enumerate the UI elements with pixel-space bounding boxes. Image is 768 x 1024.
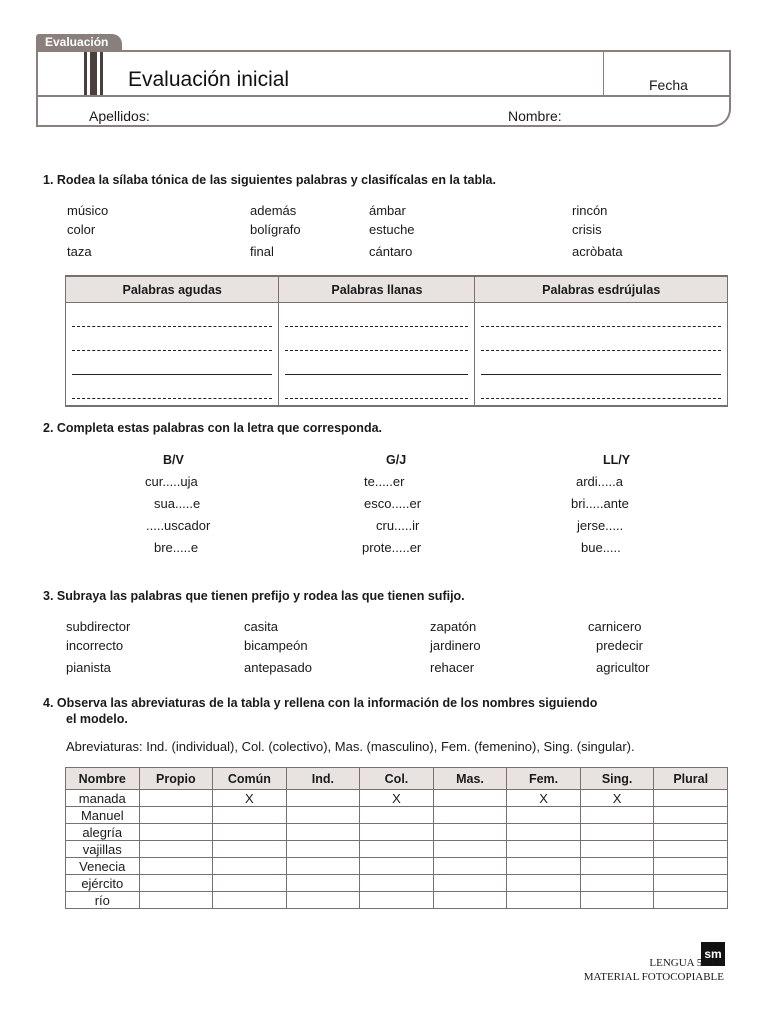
answer-cell[interactable] <box>139 790 213 807</box>
footer-material: MATERIAL FOTOCOPIABLE <box>583 971 724 983</box>
answer-cell[interactable] <box>360 824 434 841</box>
answer-line[interactable] <box>285 351 468 375</box>
answer-cell[interactable] <box>433 875 507 892</box>
fill-word: sua.....e <box>154 496 201 511</box>
answer-cell[interactable] <box>654 858 728 875</box>
answer-line[interactable] <box>72 327 272 351</box>
word: estuche <box>369 222 415 237</box>
fill-word: prote.....er <box>362 540 422 555</box>
question-4-heading-cont: el modelo. <box>66 712 128 726</box>
word: final <box>250 244 274 259</box>
answer-cell[interactable] <box>580 807 654 824</box>
fill-word: cur.....uja <box>145 474 198 489</box>
footer-subject: LENGUA 5.º EP <box>649 957 724 969</box>
group-title-gj: G/J <box>386 453 407 467</box>
fill-word: .....uscador <box>146 518 211 533</box>
answer-cell[interactable] <box>139 858 213 875</box>
fecha-divider <box>603 52 604 95</box>
answer-cell[interactable] <box>654 875 728 892</box>
answer-cell[interactable]: X <box>580 790 654 807</box>
question-4-heading: 4. Observa las abreviaturas de la tabla y rellena con la información de los nombres siguiendo <box>43 696 598 710</box>
answer-cell[interactable] <box>433 858 507 875</box>
answer-cell[interactable] <box>654 790 728 807</box>
sm-logo: sm <box>701 942 725 966</box>
word: acròbata <box>572 244 623 259</box>
fill-word: jerse..... <box>577 518 624 533</box>
answer-cell[interactable] <box>507 892 581 909</box>
answer-cell[interactable] <box>654 807 728 824</box>
fill-word: bue..... <box>581 540 621 555</box>
word: carnicero <box>588 619 642 634</box>
word: color <box>67 222 96 237</box>
evaluation-tab: Evaluación <box>36 34 122 51</box>
answer-cell[interactable] <box>286 892 360 909</box>
word: además <box>250 203 297 218</box>
word: ámbar <box>369 203 406 218</box>
fill-word: esco.....er <box>364 496 422 511</box>
column-header: Palabras agudas <box>66 276 279 303</box>
noun-cell: ejército <box>66 875 140 892</box>
answer-cell[interactable] <box>286 790 360 807</box>
apellidos-label: Apellidos: <box>89 108 150 124</box>
answer-cell[interactable] <box>433 790 507 807</box>
column-header: Plural <box>654 768 728 790</box>
word: agricultor <box>596 660 650 675</box>
answer-cell[interactable]: X <box>213 790 287 807</box>
answer-cell-llanas[interactable] <box>279 303 475 407</box>
table-row <box>66 824 728 841</box>
table-row <box>66 892 728 909</box>
noun-cell: vajillas <box>66 841 140 858</box>
answer-cell[interactable] <box>360 892 434 909</box>
table-row <box>66 841 728 858</box>
column-header: Común <box>213 768 287 790</box>
noun-cell: río <box>66 892 140 909</box>
word: casita <box>244 619 278 634</box>
header-stripe <box>90 52 97 95</box>
answer-cell[interactable] <box>654 824 728 841</box>
answer-cell[interactable] <box>139 892 213 909</box>
answer-line[interactable] <box>285 375 468 399</box>
word: bolígrafo <box>250 222 301 237</box>
answer-line[interactable] <box>481 375 721 399</box>
answer-cell[interactable] <box>433 807 507 824</box>
noun-cell: Manuel <box>66 807 140 824</box>
answer-cell[interactable] <box>507 824 581 841</box>
answer-cell[interactable] <box>213 892 287 909</box>
answer-cell[interactable] <box>213 841 287 858</box>
word: subdirector <box>66 619 131 634</box>
word: antepasado <box>244 660 312 675</box>
answer-cell[interactable] <box>286 824 360 841</box>
column-header: Palabras esdrújulas <box>475 276 728 303</box>
fill-word: bre.....e <box>154 540 199 555</box>
answer-cell-agudas[interactable] <box>66 303 279 407</box>
group-title-lly: LL/Y <box>603 453 631 467</box>
answer-cell[interactable] <box>507 807 581 824</box>
question-2-heading: 2. Completa estas palabras con la letra que corresponda. <box>43 421 383 435</box>
answer-cell[interactable] <box>360 807 434 824</box>
answer-line[interactable] <box>72 375 272 399</box>
answer-cell[interactable] <box>213 875 287 892</box>
word: taza <box>67 244 92 259</box>
header-stripe <box>100 52 103 95</box>
fill-word: te.....er <box>364 474 405 489</box>
answer-cell[interactable] <box>360 841 434 858</box>
question-1-heading: 1. Rodea la sílaba tónica de las siguientes palabras y clasifícalas en la tabla. <box>43 173 496 187</box>
page-title: Evaluación inicial <box>128 68 290 91</box>
column-header: Col. <box>360 768 434 790</box>
word: incorrecto <box>66 638 124 653</box>
answer-cell[interactable] <box>213 807 287 824</box>
word: pianista <box>66 660 111 675</box>
answer-cell[interactable] <box>139 807 213 824</box>
word: jardinero <box>430 638 481 653</box>
answer-cell[interactable] <box>360 858 434 875</box>
answer-cell[interactable] <box>286 841 360 858</box>
answer-cell[interactable] <box>507 858 581 875</box>
answer-line[interactable] <box>481 303 721 327</box>
answer-cell[interactable] <box>286 807 360 824</box>
fill-word: ardi.....a <box>576 474 623 489</box>
fill-word: bri.....ante <box>571 496 629 511</box>
answer-cell[interactable] <box>360 875 434 892</box>
answer-cell[interactable] <box>139 824 213 841</box>
answer-cell[interactable] <box>433 841 507 858</box>
answer-cell[interactable] <box>433 824 507 841</box>
table-row <box>66 790 728 807</box>
header-divider <box>36 95 731 97</box>
word: bicampeón <box>244 638 308 653</box>
word: rehacer <box>430 660 475 675</box>
answer-cell[interactable] <box>213 824 287 841</box>
answer-cell[interactable] <box>654 892 728 909</box>
nombre-label: Nombre: <box>508 108 562 124</box>
answer-line[interactable] <box>481 327 721 351</box>
column-header: Ind. <box>286 768 360 790</box>
word: músico <box>67 203 109 218</box>
column-header: Mas. <box>433 768 507 790</box>
word: zapatón <box>430 619 477 634</box>
answer-cell[interactable] <box>580 892 654 909</box>
classification-table <box>65 275 728 407</box>
answer-cell-esdrujulas[interactable] <box>475 303 728 407</box>
question-3-heading: 3. Subraya las palabras que tienen prefijo y rodea las que tienen sufijo. <box>43 589 465 603</box>
answer-cell[interactable] <box>286 875 360 892</box>
column-header: Nombre <box>66 768 140 790</box>
column-header: Sing. <box>580 768 654 790</box>
answer-cell[interactable] <box>580 858 654 875</box>
nouns-table <box>65 767 728 909</box>
answer-line[interactable] <box>285 303 468 327</box>
answer-cell[interactable] <box>507 841 581 858</box>
answer-line[interactable] <box>72 303 272 327</box>
word: rincón <box>572 203 608 218</box>
word: cántaro <box>369 244 413 259</box>
answer-cell[interactable] <box>213 858 287 875</box>
answer-cell[interactable] <box>507 875 581 892</box>
answer-line[interactable] <box>285 327 468 351</box>
noun-cell: manada <box>66 790 140 807</box>
word: predecir <box>596 638 643 653</box>
header-stripe <box>84 52 87 95</box>
answer-cell[interactable]: X <box>360 790 434 807</box>
answer-line[interactable] <box>481 351 721 375</box>
answer-line[interactable] <box>72 351 272 375</box>
answer-cell[interactable] <box>580 841 654 858</box>
noun-cell: alegría <box>66 824 140 841</box>
column-header: Fem. <box>507 768 581 790</box>
answer-cell[interactable] <box>654 841 728 858</box>
answer-cell[interactable] <box>580 824 654 841</box>
table-row <box>66 807 728 824</box>
column-header: Palabras llanas <box>279 276 475 303</box>
fill-word: cru.....ir <box>376 518 420 533</box>
table-row <box>66 875 728 892</box>
table-row <box>66 858 728 875</box>
group-title-bv: B/V <box>163 453 184 467</box>
fecha-label: Fecha <box>649 77 688 93</box>
answer-cell[interactable] <box>139 841 213 858</box>
answer-cell[interactable] <box>139 875 213 892</box>
word: crisis <box>572 222 602 237</box>
abbreviations-note: Abreviaturas: Ind. (individual), Col. (colectivo), Mas. (masculino), Fem. (femenino), Sing. (singular). <box>66 739 635 754</box>
answer-cell[interactable] <box>580 875 654 892</box>
answer-cell[interactable]: X <box>507 790 581 807</box>
answer-cell[interactable] <box>286 858 360 875</box>
column-header: Propio <box>139 768 213 790</box>
noun-cell: Venecia <box>66 858 140 875</box>
answer-cell[interactable] <box>433 892 507 909</box>
